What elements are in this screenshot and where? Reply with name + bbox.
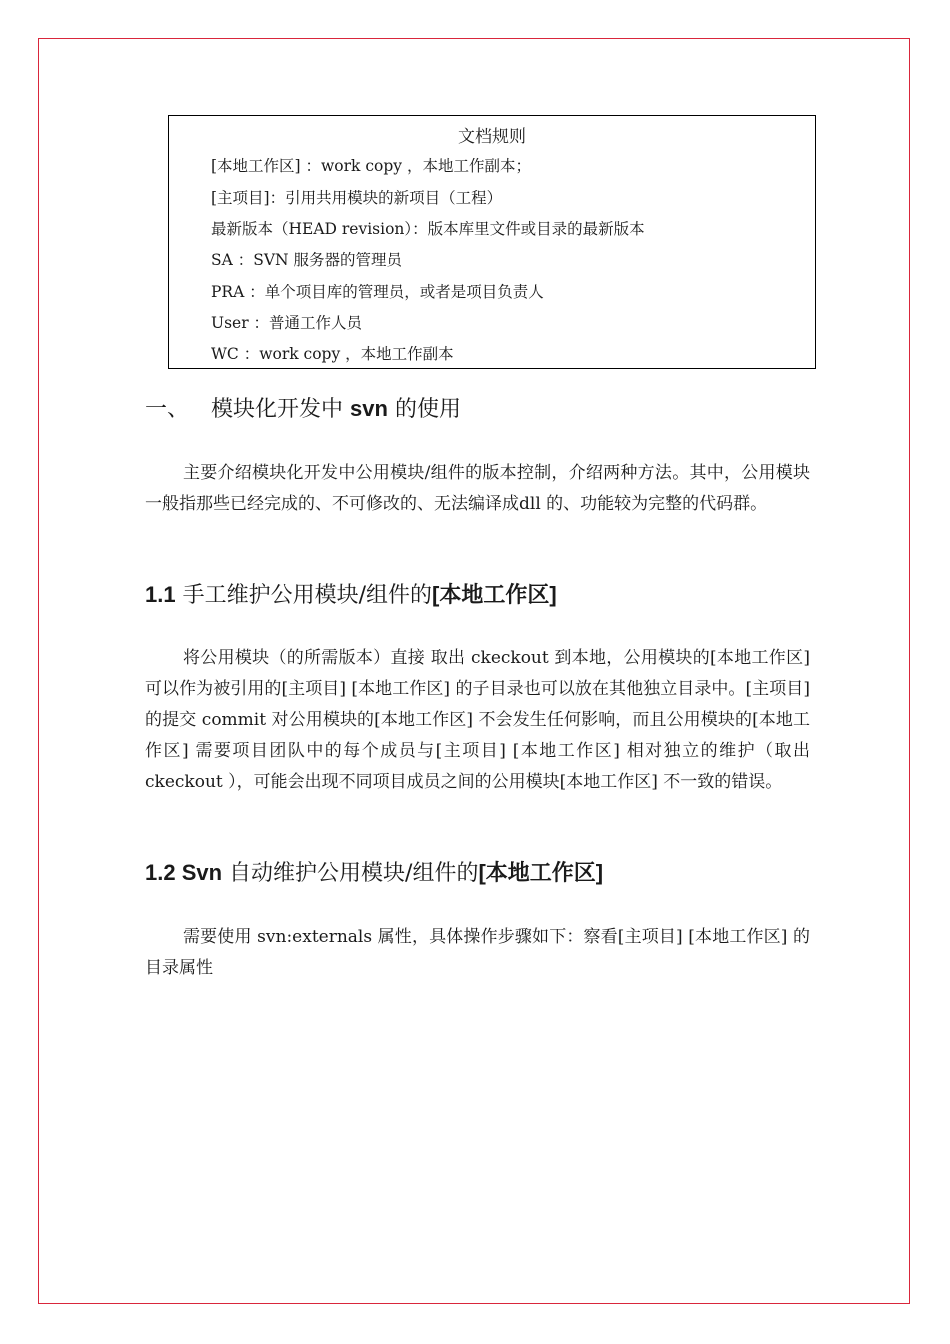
rules-title: 文档规则 bbox=[458, 127, 526, 147]
section-1-1-paragraph: 将公用模块（的所需版本）直接 取出 ckeckout 到本地，公用模块的[本地工作区] 可以作为被引用的[主项目] [本地工作区] 的子目录也可以放在其他独立目录中。[主项目]的提交 commit 对公用模块的[本地工作区] 不会发生任何影响，而且公用模块的[本地工作区] 需要项目团队中的每个成员与[主项目] [本地工作区] 相对独立的维护（取出 ckeckout ），可能会出现不同项目成员之间的公用模块[本地工作区] 不一致的错误。 bbox=[145, 648, 810, 792]
section-1-heading bbox=[145, 392, 461, 423]
rule-line-local-workspace: [本地工作区] ：work copy ，本地工作副本； bbox=[211, 157, 531, 175]
rule-line-head-revision: 最新版本（HEAD revision）：版本库里文件或目录的最新版本 bbox=[211, 220, 645, 238]
rule-line-user: User ：普通工作人员 bbox=[211, 314, 363, 332]
rule-line-wc: WC ：work copy ，本地工作副本 bbox=[211, 345, 454, 363]
section-1-2-paragraph: 需要使用 svn:externals 属性，具体操作步骤如下：察看[主项目] [本地工作区] 的目录属性 bbox=[145, 927, 810, 978]
section-1-title-post: 的使用 bbox=[394, 397, 461, 422]
document-rules-box bbox=[168, 115, 816, 369]
rule-line-pra: PRA ：单个项目库的管理员，或者是项目负责人 bbox=[211, 283, 544, 301]
section-1-2-title: 自动维护公用模块/组件的 bbox=[229, 861, 479, 886]
section-1-1-number: 1.1 bbox=[145, 582, 176, 607]
rule-line-sa: SA ：SVN 服务器的管理员 bbox=[211, 251, 403, 269]
section-1-title-pre: 模块化开发中 bbox=[211, 397, 344, 422]
section-1-1-title-bracket: [本地工作区] bbox=[432, 582, 557, 607]
section-1-2-number: 1.2 Svn bbox=[145, 860, 223, 885]
section-1-number: 一、 bbox=[145, 397, 190, 422]
section-1-paragraph: 主要介绍模块化开发中公用模块/组件的版本控制，介绍两种方法。其中，公用模块一般指那些已经完成的、不可修改的、无法编译成dll 的、功能较为完整的代码群。 bbox=[145, 463, 810, 514]
section-1-1-heading bbox=[145, 578, 557, 609]
section-1-1-title: 手工维护公用模块/组件的 bbox=[182, 583, 433, 608]
rule-line-main-project: [主项目]：引用共用模块的新项目（工程） bbox=[211, 189, 503, 207]
section-1-2-heading bbox=[145, 856, 603, 887]
section-1-title-bold: svn bbox=[350, 396, 388, 421]
section-1-2-title-bracket: [本地工作区] bbox=[478, 860, 604, 885]
